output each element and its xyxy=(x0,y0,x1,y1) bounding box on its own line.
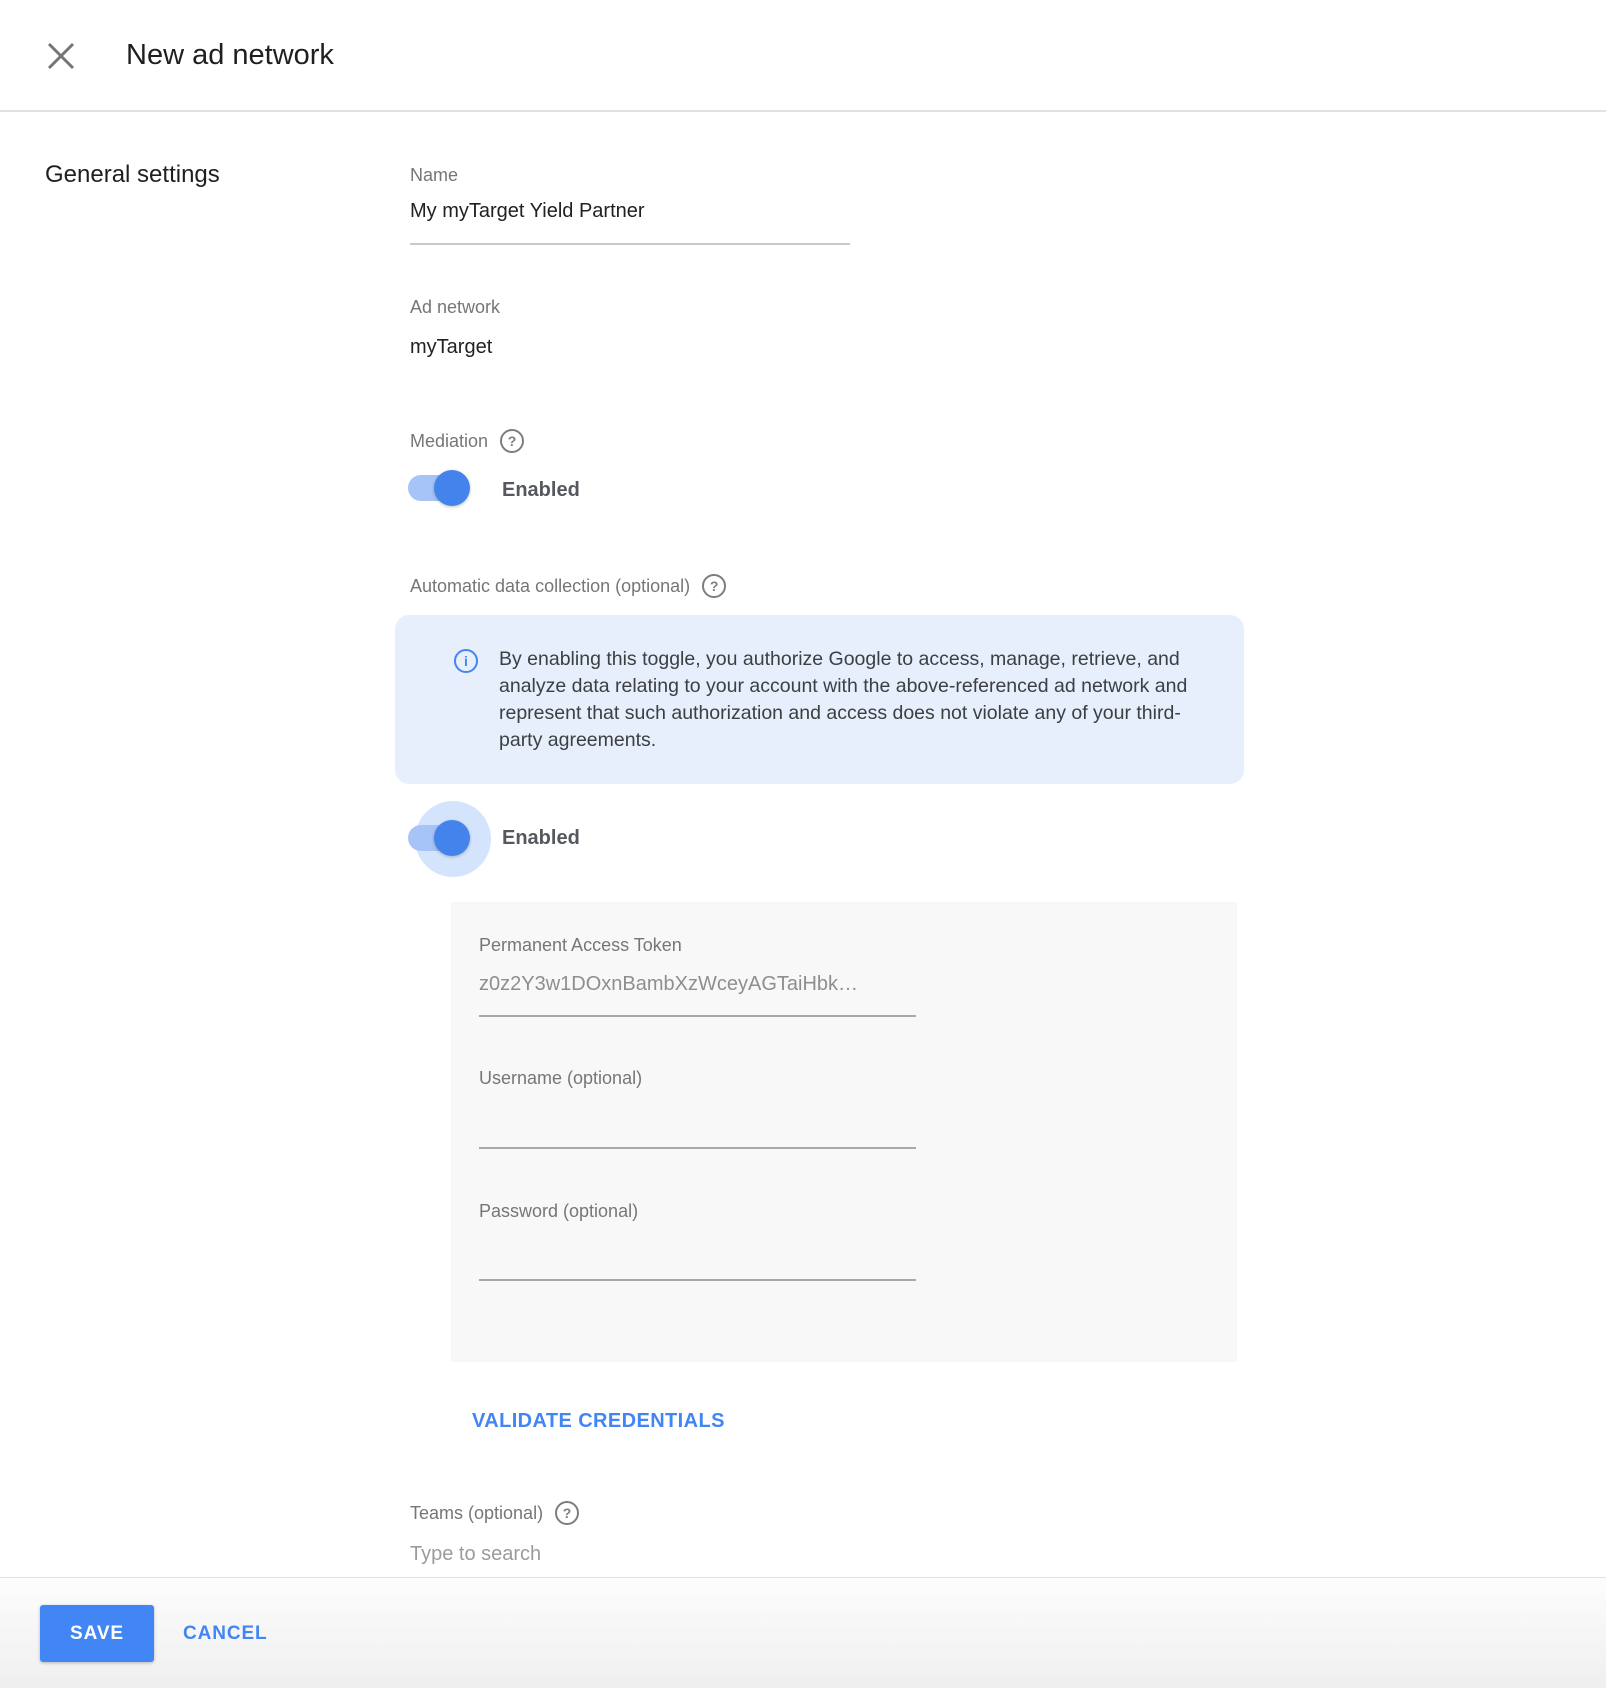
mediation-toggle[interactable] xyxy=(408,470,470,506)
username-field-underline xyxy=(479,1147,916,1149)
password-input[interactable] xyxy=(479,1237,916,1277)
auto-data-collection-status: Enabled xyxy=(502,827,580,849)
close-icon[interactable] xyxy=(42,37,80,75)
save-button[interactable]: SAVE xyxy=(40,1605,154,1662)
help-icon[interactable]: ? xyxy=(500,429,524,453)
auto-data-collection-label-row xyxy=(410,574,726,598)
name-label: Name xyxy=(410,165,459,185)
name-field-underline xyxy=(410,243,850,245)
close-x-glyph xyxy=(42,37,80,75)
toggle-knob xyxy=(434,470,470,506)
toggle-knob xyxy=(434,820,470,856)
token-field-underline xyxy=(479,1015,916,1017)
password-label: Password (optional) xyxy=(479,1201,639,1221)
page-title: New ad network xyxy=(126,39,334,71)
auto-data-collection-label: Automatic data collection (optional) xyxy=(410,576,691,596)
token-input[interactable] xyxy=(479,973,916,996)
mediation-label: Mediation xyxy=(410,431,489,451)
validate-credentials-button[interactable]: VALIDATE CREDENTIALS xyxy=(472,1410,725,1432)
name-input[interactable] xyxy=(410,199,850,224)
footer-action-bar xyxy=(0,1577,1606,1688)
ad-network-label: Ad network xyxy=(410,297,501,317)
teams-label: Teams (optional) xyxy=(410,1503,544,1523)
cancel-button[interactable]: CANCEL xyxy=(183,1605,268,1662)
mediation-status: Enabled xyxy=(502,479,580,501)
teams-label-row xyxy=(410,1501,579,1525)
ad-network-value: myTarget xyxy=(410,336,493,358)
auto-data-collection-toggle[interactable] xyxy=(408,820,470,856)
username-label: Username (optional) xyxy=(479,1068,643,1088)
authorization-notice-box xyxy=(395,615,1244,784)
token-label: Permanent Access Token xyxy=(479,935,682,955)
password-field-underline xyxy=(479,1279,916,1281)
teams-search-input[interactable] xyxy=(410,1543,930,1566)
credentials-panel xyxy=(451,902,1237,1362)
authorization-notice-text: By enabling this toggle, you authorize Google to access, manage, retrieve, and analyze data relating to your account with the above-referenced ad network and represent that such authorization and access does not violate any of your third-party agreements. xyxy=(499,648,1188,751)
info-icon: i xyxy=(454,649,478,673)
dialog-header xyxy=(0,0,1606,112)
help-icon[interactable]: ? xyxy=(702,574,726,598)
username-input[interactable] xyxy=(479,1105,916,1145)
help-icon[interactable]: ? xyxy=(555,1501,579,1525)
general-settings-label: General settings xyxy=(45,161,220,188)
mediation-label-row xyxy=(410,429,524,453)
